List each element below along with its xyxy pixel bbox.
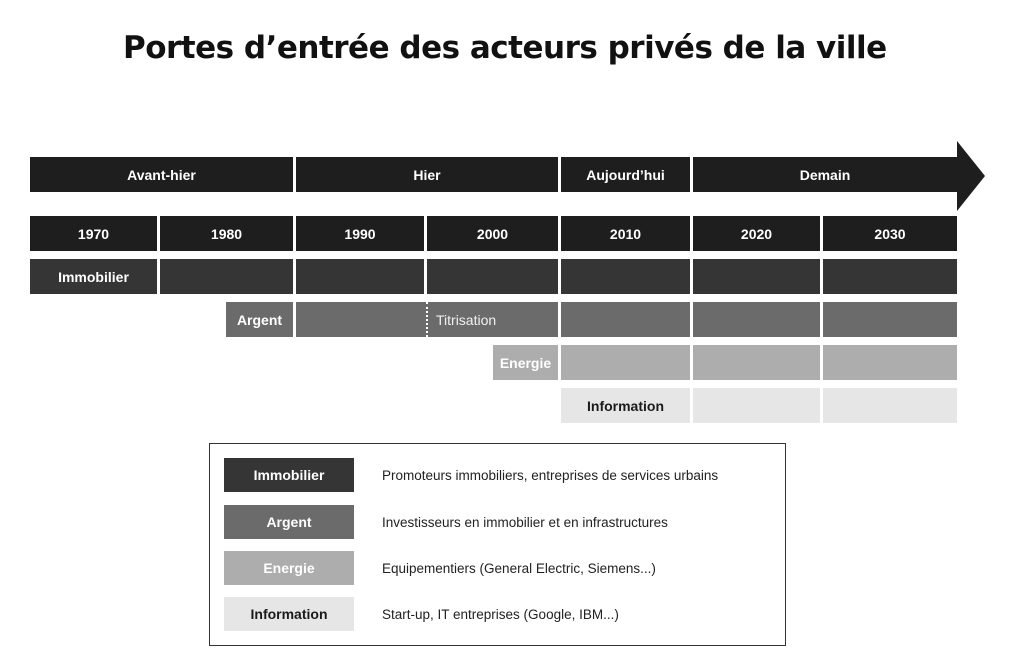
era-aujourdhui: Aujourd’hui [561, 157, 690, 192]
row-immobilier-bar [561, 259, 690, 294]
row-argent-bar [561, 302, 690, 337]
row-immobilier-label: Immobilier [30, 259, 157, 294]
row-immobilier-bar [693, 259, 820, 294]
year-2010: 2010 [561, 216, 690, 251]
year-2020: 2020 [693, 216, 820, 251]
row-argent-label: Argent [226, 302, 293, 337]
row-argent-bar [693, 302, 820, 337]
legend-desc-information: Start-up, IT entreprises (Google, IBM...) [382, 606, 619, 622]
legend-swatch-immobilier: Immobilier [224, 458, 354, 492]
legend-swatch-energie: Energie [224, 551, 354, 585]
era-demain: Demain [693, 157, 957, 192]
row-energie-label: Energie [493, 345, 558, 380]
row-information-label: Information [561, 388, 690, 423]
legend-swatch-argent: Argent [224, 505, 354, 539]
titrisation-label: Titrisation [436, 311, 497, 328]
row-immobilier-bar [296, 259, 424, 294]
era-avant-hier: Avant-hier [30, 157, 293, 192]
row-information-bar [693, 388, 820, 423]
legend-desc-energie: Equipementiers (General Electric, Siemens...) [382, 560, 656, 576]
year-2030: 2030 [823, 216, 957, 251]
row-energie-bar [693, 345, 820, 380]
legend-swatch-information: Information [224, 597, 354, 631]
year-1990: 1990 [296, 216, 424, 251]
row-information-bar [823, 388, 957, 423]
legend-desc-immobilier: Promoteurs immobiliers, entreprises de services urbains [382, 467, 719, 483]
row-immobilier-bar [427, 259, 558, 294]
row-immobilier-bar [823, 259, 957, 294]
year-2000: 2000 [427, 216, 558, 251]
arrowhead-icon [957, 141, 985, 211]
titrisation-divider [426, 302, 428, 337]
row-argent-bar [823, 302, 957, 337]
row-energie-bar [823, 345, 957, 380]
row-energie-bar [561, 345, 690, 380]
year-1980: 1980 [160, 216, 293, 251]
legend [209, 443, 786, 646]
row-immobilier-bar [160, 259, 293, 294]
legend-desc-argent: Investisseurs en immobilier et en infrastructures [382, 514, 668, 530]
page-title: Portes d’entrée des acteurs privés de la ville [123, 30, 887, 66]
year-1970: 1970 [30, 216, 157, 251]
era-hier: Hier [296, 157, 558, 192]
